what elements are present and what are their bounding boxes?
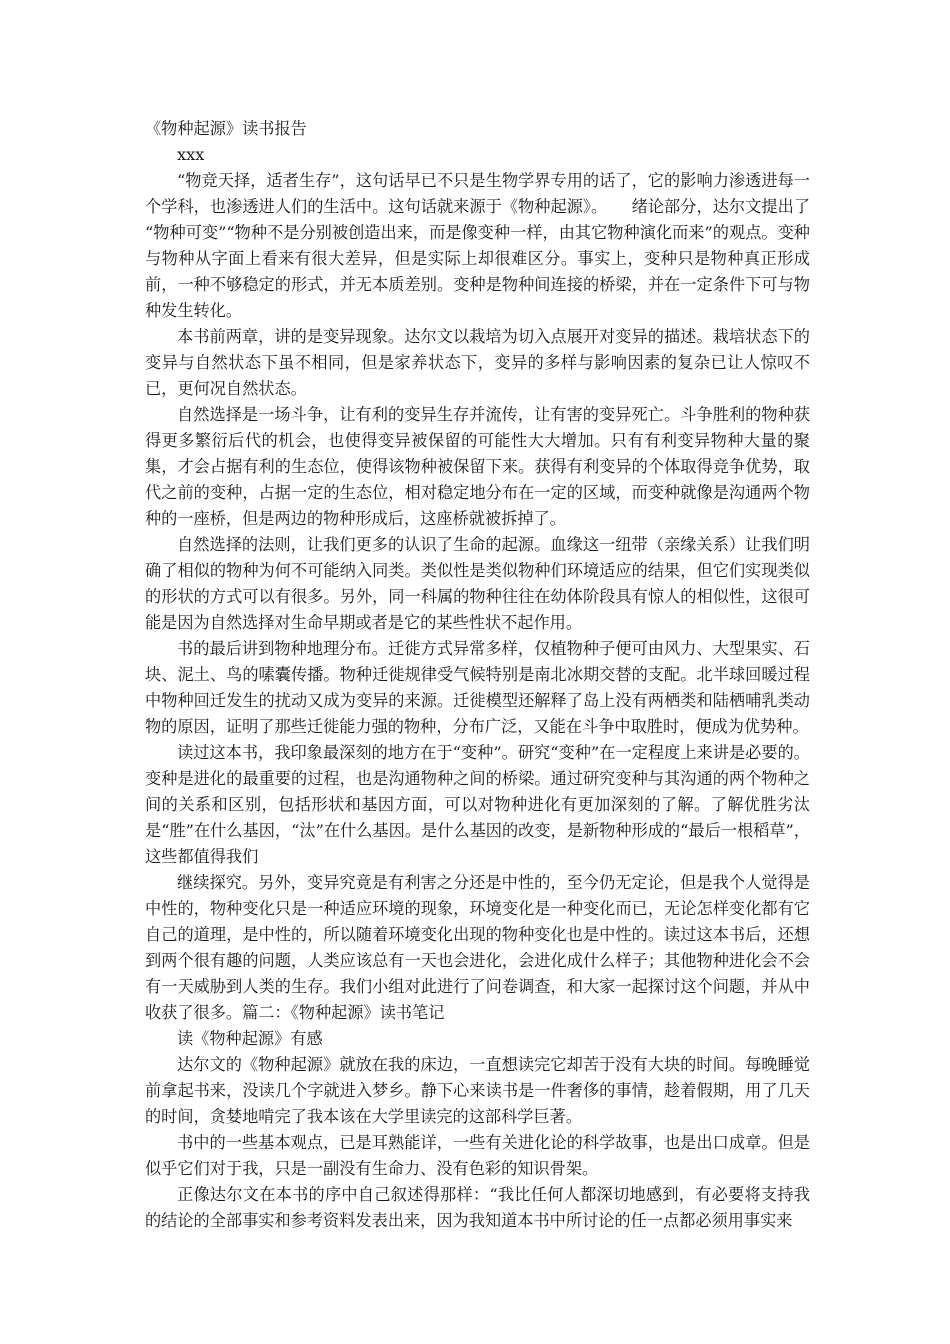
- paragraph: 本书前两章，讲的是变异现象。达尔文以栽培为切入点展开对变异的描述。栽培状态下的变异与自然状态下虽不相同，但是家养状态下，变异的多样与影响因素的复杂已让人惊叹不已，更何况自然状态。: [145, 327, 810, 398]
- paragraph: 书中的一些基本观点，已是耳熟能详，一些有关进化论的科学故事，也是出口成章。但是似乎它们对于我，只是一副没有生命力、没有色彩的知识骨架。: [145, 1133, 810, 1178]
- document-page: [145, 116, 810, 1234]
- paragraph: 自然选择是一场斗争，让有利的变异生存并流传，让有害的变异死亡。斗争胜利的物种获得更多繁衍后代的机会，也使得变异被保留的可能性大大增加。只有有利变异物种大量的聚集，才会占据有利的生态位，使得该物种被保留下来。获得有利变异的个体取得竞争优势，取代之前的变种，占据一定的生态位，相对稳定地分布在一定的区域，而变种就像是沟通两个物种的一座桥，但是两边的物种形成后，这座桥就被拆掉了。: [145, 405, 810, 528]
- document-title: 《物种起源》读书报告: [145, 119, 307, 138]
- paragraph: 正像达尔文在本书的序中自己叙述得那样：“我比任何人都深切地感到，有必要将支持我的结论的全部事实和参考资料发表出来，因为我知道本书中所讨论的任一点都必须用事实来: [145, 1185, 810, 1230]
- paragraph: “物竞天择，适者生存”，这句话早已不只是生物学界专用的话了，它的影响力渗透进每一个学科，也渗透进人们的生活中。这句话就来源于《物种起源》。 绪论部分，达尔文提出了 “物种可变”“物种不是分别被创造出来，而是像变种一样，由其它物种演化而来”的观点。变种与物种从字面上看来有很大差异，但是实际上却很难区分。事实上，变种只是物种真正形成前，一种不够稳定的形式，并无本质差别。变种是物种间连接的桥梁，并在一定条件下可与物种发生转化。: [145, 171, 810, 320]
- paragraph: 书的最后讲到物种地理分布。迁徙方式异常多样，仅植物种子便可由风力、大型果实、石块、泥土、鸟的嗉囊传播。物种迁徙规律受气候特别是南北冰期交替的支配。北半球回暖过程中物种回迁发生的扰动又成为变异的来源。迁徙模型还解释了岛上没有两栖类和陆栖哺乳类动物的原因，证明了那些迁徙能力强的物种，分布广泛，又能在斗争中取胜时，便成为优势种。: [145, 639, 810, 736]
- document-author: xxx: [177, 145, 205, 164]
- section-heading: 读《物种起源》有感: [177, 1029, 323, 1048]
- paragraph: 读过这本书，我印象最深刻的地方在于“变种”。研究“变种”在一定程度上来讲是必要的。变种是进化的最重要的过程，也是沟通物种之间的桥梁。通过研究变种与其沟通的两个物种之间的关系和区别，包括形状和基因方面，可以对物种进化有更加深刻的了解。了解优胜劣汰是“胜”在什么基因，“汰”在什么基因。是什么基因的改变，是新物种形成的“最后一根稻草”，这些都值得我们: [145, 743, 810, 866]
- paragraph: 达尔文的《物种起源》就放在我的床边，一直想读完它却苦于没有大块的时间。每晚睡觉前拿起书来，没读几个字就进入梦乡。静下心来读书是一件奢侈的事情，趁着假期，用了几天的时间，贪婪地啃完了我本该在大学里读完的这部科学巨著。: [145, 1055, 810, 1126]
- paragraph: 自然选择的法则，让我们更多的认识了生命的起源。血缘这一纽带（亲缘关系）让我们明确了相似的物种为何不可能纳入同类。类似性是类似物种们环境适应的结果，但它们实现类似的形状的方式可以有很多。另外，同一科属的物种往往在幼体阶段具有惊人的相似性，这很可能是因为自然选择对生命早期或者是它的某些性状不起作用。: [145, 535, 810, 632]
- paragraph: 继续探究。另外，变异究竟是有利害之分还是中性的，至今仍无定论，但是我个人觉得是中性的，物种变化只是一种适应环境的现象，环境变化是一种变化而已，无论怎样变化都有它自己的道理，是中性的，所以随着环境变化出现的物种变化也是中性的。读过这本书后，还想到两个很有趣的问题，人类应该总有一天也会进化，会进化成什么样子；其他物种进化会不会有一天威胁到人类的生存。我们小组对此进行了问卷调查，和大家一起探讨这个问题，并从中收获了很多。篇二：《物种起源》读书笔记: [145, 873, 810, 1022]
